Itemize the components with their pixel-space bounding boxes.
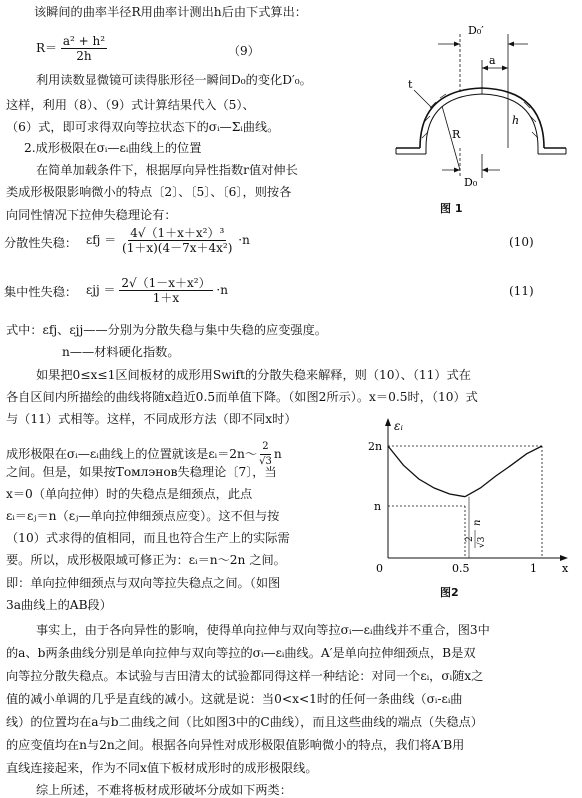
series-line-2: [465, 446, 542, 497]
x-axis-label: x: [562, 562, 569, 574]
text-line: 利用读数显微镜可读得胀形径一瞬间D₀的变化D′₀。: [36, 73, 312, 87]
figure-1-diagram: [382, 20, 572, 190]
text-line: 即：单向拉伸细颈点与双向等拉失稳点之间。（如图: [6, 576, 281, 590]
y-tick-label-n: n: [374, 500, 382, 513]
section-heading: 2.成形极限在σᵢ—εᵢ曲线上的位置: [24, 141, 202, 155]
eq10-lhs: εfj ＝: [86, 233, 117, 247]
text-line: 要。所以，成形极限域可修正为：εᵢ＝n～2n 之间。: [6, 553, 286, 567]
series-line-1: [388, 446, 465, 497]
figure-2: [368, 414, 572, 574]
text-line: 3a曲线上的AB段）: [6, 598, 112, 612]
text-line: 向等拉分散失稳点。本试验与吉田清太的试验都同得这样一种结论：对同一个εᵢ，σᵢ随x之: [6, 669, 484, 683]
eq10-tail: ·n: [238, 233, 250, 247]
figure-1-caption: 图 1: [440, 202, 463, 215]
text-line: 式中：εfj、εjj——分别为分散失稳与集中失稳的应变强度。: [6, 323, 327, 337]
eq11-label: 集中性失稳：: [4, 285, 78, 299]
equation-10: [86, 226, 250, 255]
label-d0-top: D₀′: [468, 24, 484, 37]
eq11-lhs: εjj ＝: [86, 283, 116, 297]
y-axis-arrow: [385, 418, 391, 426]
equation-number: (10): [509, 235, 534, 249]
eq11-denominator: 1＋x: [152, 291, 180, 305]
y-tick-label-2n: 2n: [368, 440, 383, 453]
x-tick-label-0: 0: [376, 562, 383, 574]
x-axis-arrow: [560, 555, 568, 561]
annotation-2-over-sqrt3-n: [465, 520, 487, 548]
equation-number: (11): [509, 284, 534, 298]
text-line: 与（11）式相等。这样，不同成形方法（即不同x时）: [6, 412, 297, 426]
text-line: εᵢ＝εⱼ＝n（εⱼ—单向拉伸细颈点应变）。这不但与按: [6, 509, 280, 523]
equation-9: [36, 34, 107, 63]
text-span: 成形极限在σᵢ—εᵢ曲线上的位置就该是εᵢ＝2n～: [6, 447, 258, 461]
eq11-tail: ·n: [216, 283, 228, 297]
eq11-numerator: 2√（1－x＋x²）: [121, 276, 211, 290]
eq9-fraction: [61, 34, 107, 63]
text-line: 如果把0≤x≤1区间板材的成形用Swift的分散失稳来解释，则（10）、（11）式在: [36, 368, 471, 382]
equation-11: [86, 276, 228, 305]
text-line: 类成形极限影响微小的特点〔2〕、〔5〕、〔6〕，则按各: [6, 185, 292, 199]
text-line: （6）式，即可求得双向等拉状态下的σᵢ—Σᵢ曲线。: [6, 120, 280, 134]
text-line: 事实上，由于各向异性的影响，使得单向拉伸与双向等拉σᵢ—εᵢ曲线并不重合，图3中: [36, 623, 490, 637]
label-a: a: [489, 54, 496, 67]
annotation-n: n: [472, 519, 483, 526]
annotation-den: √3: [477, 536, 487, 548]
label-t: t: [408, 78, 413, 91]
inline-frac-num: 2: [260, 440, 270, 455]
label-d0-bottom: D₀: [464, 176, 478, 189]
equation-number: （9）: [228, 44, 260, 58]
label-R: R: [452, 128, 461, 141]
eq10-fraction: [120, 226, 234, 255]
text-line: n——材料硬化指数。: [62, 345, 180, 359]
figure-2-chart: [368, 414, 572, 574]
text-line: 之间。但是，如果按Томлэнов失稳理论〔7〕，当: [6, 465, 277, 479]
text-line: 值的减小单调的几乎是直线的减小。这就是说：当0<x<1时的任何一条曲线（σᵢ-εᵢ曲: [6, 692, 463, 706]
x-tick-label-1: 1: [530, 562, 537, 574]
eq10-denominator: (1＋x)(4－7x＋4x²): [122, 241, 233, 255]
inline-frac-den: √3: [259, 456, 272, 467]
text-line: （10）式求得的值相同，而且也符合生产上的实际需: [6, 531, 290, 545]
eq9-denominator: 2h: [76, 49, 92, 63]
eq10-numerator: 4√（1＋x＋x²）³: [130, 226, 225, 240]
eq10-label: 分散性失稳：: [4, 236, 78, 250]
label-h: h: [512, 114, 520, 127]
text-line: 这样，利用（8）、（9）式计算结果代入（5）、: [6, 98, 255, 112]
text-line: 各自区间内所描绘的曲线将随x趋近0.5而单值下降。（如图2所示）。x＝0.5时，（10）式: [6, 390, 478, 404]
text-line: 的a、b两条曲线分别是单向拉伸与双向等拉的σᵢ—εᵢ曲线。A′是单向拉伸细颈点，B是双: [6, 646, 476, 660]
y-axis-label: εᵢ: [394, 419, 403, 433]
eq9-numerator: a² + h²: [62, 34, 106, 48]
figure-1: [382, 20, 572, 190]
eq9-lhs: R＝: [36, 41, 58, 55]
text-line: 在简单加载条件下，根据厚向异性指数r值对伸长: [36, 163, 298, 177]
text-line: 直线连接起来，作为不同x值下板材成形时的成形极限线。: [6, 761, 318, 775]
annotation-num: 2: [465, 536, 475, 542]
eq11-fraction: [119, 276, 212, 305]
text-line: 线）的位置均在a与b二曲线之间（比如图3中的C曲线），而且这些曲线的端点（失稳点）: [6, 715, 483, 729]
figure-2-caption: 图2: [440, 586, 459, 599]
text-line: x＝0（单向拉伸）时的失稳点是细颈点，此点: [6, 487, 253, 501]
text-line: 向同性情况下拉伸失稳理论有：: [6, 208, 177, 222]
text-line: 的应变值均在n与2n之间。根据各向异性对成形极限值影响微小的特点，我们将A′B用: [6, 738, 465, 752]
text-span: n: [273, 447, 282, 461]
x-tick-label-0-5: 0.5: [452, 562, 470, 574]
text-line: 该瞬间的曲率半径R用曲率计测出h后由下式算出：: [34, 5, 307, 19]
text-line: 综上所述，不难将板材成形破坏分成如下两类：: [36, 783, 292, 797]
